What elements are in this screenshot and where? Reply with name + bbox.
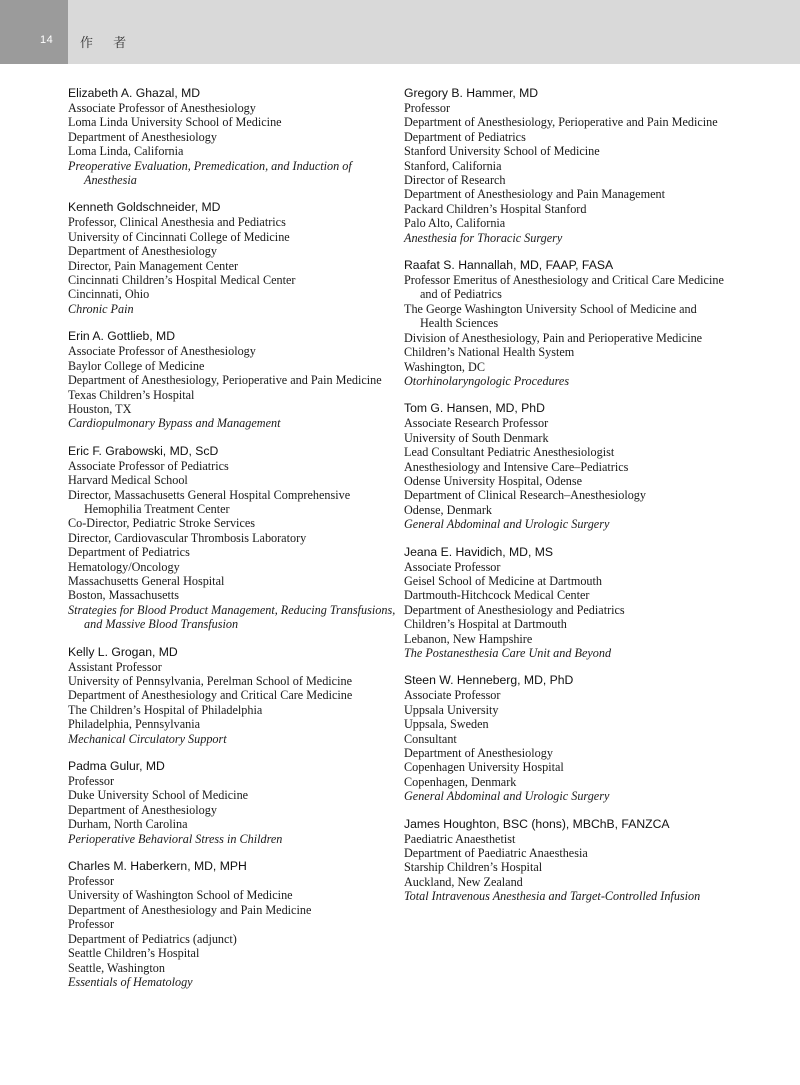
- chapter-title: Otorhinolaryngologic Procedures: [404, 373, 570, 388]
- affiliation-line: Loma Linda University School of Medicine: [68, 115, 282, 130]
- contributor-entry: [404, 817, 724, 904]
- affiliation-line: University of Pennsylvania, Perelman School of Medicine: [68, 674, 352, 688]
- contributor-entry: [404, 258, 724, 388]
- contributor-entry: [404, 545, 724, 661]
- contributor-entry: [404, 86, 724, 245]
- affiliation-line: Professor: [68, 774, 115, 789]
- affiliation-line: Dartmouth-Hitchcock Medical Center: [404, 588, 590, 603]
- affiliation-line: Professor, Clinical Anesthesia and Pediatrics: [68, 215, 286, 230]
- affiliation-line: Department of Anesthesiology and Critical Care Medicine: [68, 688, 353, 703]
- contributor-entry: [68, 86, 398, 187]
- affiliation-line: University of South Denmark: [404, 430, 549, 445]
- affiliation-line: Lebanon, New Hampshire: [404, 631, 533, 646]
- affiliation-line: Baylor College of Medicine: [68, 358, 205, 373]
- chapter-title: The Postanesthesia Care Unit and Beyond: [404, 646, 612, 660]
- contributor-entry: [68, 200, 398, 316]
- affiliation-line: Houston, TX: [68, 401, 132, 416]
- page-header: [0, 0, 800, 64]
- affiliation-line: Odense, Denmark: [404, 502, 492, 517]
- affiliation-line: Seattle Children’s Hospital: [68, 946, 200, 961]
- affiliation-line: Durham, North Carolina: [68, 817, 188, 832]
- affiliation-line: Cincinnati Children’s Hospital Medical Center: [68, 273, 296, 288]
- affiliation-line: Department of Anesthesiology: [68, 802, 217, 817]
- affiliation-line: Auckland, New Zealand: [404, 874, 523, 889]
- contributor-name: Tom G. Hansen, MD, PhD: [404, 401, 545, 416]
- chapter-title: Preoperative Evaluation, Premedication, and Induction of Anesthesia: [68, 158, 352, 188]
- chapter-title: Anesthesia for Thoracic Surgery: [404, 230, 563, 245]
- page-number: 14: [40, 34, 54, 46]
- contributor-entry: [68, 859, 398, 989]
- contributor-entry: [404, 401, 724, 531]
- affiliation-line: Uppsala University: [404, 702, 499, 717]
- affiliation-line: Co-Director, Pediatric Stroke Services: [68, 516, 256, 531]
- affiliation-line: Department of Anesthesiology and Pain Management: [404, 187, 665, 202]
- affiliation-line: Director, Cardiovascular Thrombosis Laboratory: [68, 530, 307, 545]
- contributor-entry: [68, 759, 398, 846]
- chapter-title: General Abdominal and Urologic Surgery: [404, 517, 610, 532]
- affiliation-line: Loma Linda, California: [68, 144, 184, 159]
- affiliation-line: Department of Anesthesiology: [68, 244, 217, 259]
- affiliation-line: Duke University School of Medicine: [68, 788, 249, 803]
- page-number-tab: [0, 0, 68, 64]
- affiliation-line: Hematology/Oncology: [68, 559, 180, 574]
- contributor-entry: [68, 444, 398, 632]
- affiliation-line: Associate Professor of Pediatrics: [68, 458, 229, 473]
- affiliation-line: Associate Professor of Anesthesiology: [68, 101, 256, 115]
- chapter-title: Essentials of Hematology: [68, 974, 193, 989]
- contributor-name: Elizabeth A. Ghazal, MD: [68, 86, 201, 100]
- chapter-title: General Abdominal and Urologic Surgery: [404, 789, 610, 804]
- affiliation-line: Department of Anesthesiology: [404, 746, 553, 761]
- affiliation-line: Children’s Hospital at Dartmouth: [404, 617, 567, 632]
- affiliation-line: Assistant Professor: [68, 659, 162, 674]
- left-column: [68, 86, 398, 1002]
- contributor-name: Steen W. Henneberg, MD, PhD: [404, 673, 574, 688]
- affiliation-line: Harvard Medical School: [68, 473, 188, 488]
- chapter-title: Cardiopulmonary Bypass and Management: [68, 416, 281, 431]
- affiliation-line: Anesthesiology and Intensive Care–Pediatrics: [404, 459, 629, 474]
- contributor-name: Kelly L. Grogan, MD: [68, 644, 178, 659]
- affiliation-line: Department of Pediatrics (adjunct): [68, 931, 237, 946]
- chapter-title: Total Intravenous Anesthesia and Target-Controlled Infusion: [404, 889, 701, 904]
- contributor-name: Gregory B. Hammer, MD: [404, 86, 539, 100]
- affiliation-line: The Children’s Hospital of Philadelphia: [68, 702, 263, 717]
- affiliation-line: Philadelphia, Pennsylvania: [68, 717, 201, 732]
- contributor-name: Raafat S. Hannallah, MD, FAAP, FASA: [404, 258, 614, 273]
- affiliation-line: Packard Children’s Hospital Stanford: [404, 201, 587, 216]
- contributor-name: Charles M. Haberkern, MD, MPH: [68, 859, 247, 874]
- affiliation-line: Director, Massachusetts General Hospital Comprehensive Hemophilia Treatment Center: [68, 487, 351, 516]
- affiliation-line: Geisel School of Medicine at Dartmouth: [404, 573, 602, 588]
- chapter-title: Mechanical Circulatory Support: [68, 731, 227, 746]
- contributor-name: James Houghton, BSC (hons), MBChB, FANZCA: [404, 816, 670, 831]
- affiliation-line: Stanford University School of Medicine: [404, 144, 600, 159]
- affiliation-line: Department of Anesthesiology, Perioperative and Pain Medicine: [404, 115, 718, 130]
- contributor-name: Eric F. Grabowski, MD, ScD: [68, 443, 219, 458]
- affiliation-line: Texas Children’s Hospital: [68, 387, 195, 402]
- affiliation-line: Associate Professor: [404, 688, 501, 703]
- affiliation-line: Associate Professor of Anesthesiology: [68, 344, 256, 359]
- affiliation-line: University of Washington School of Medicine: [68, 888, 293, 903]
- affiliation-line: Professor: [68, 874, 115, 889]
- affiliation-line: Copenhagen University Hospital: [404, 760, 564, 775]
- affiliation-line: Washington, DC: [404, 359, 485, 374]
- affiliation-line: Odense University Hospital, Odense: [404, 473, 583, 488]
- affiliation-line: Boston, Massachusetts: [68, 588, 180, 603]
- affiliation-line: Massachusetts General Hospital: [68, 573, 225, 588]
- affiliation-line: Department of Anesthesiology and Pediatrics: [404, 602, 625, 617]
- affiliation-line: Department of Clinical Research–Anesthesiology: [404, 488, 646, 503]
- affiliation-line: Consultant: [404, 731, 457, 746]
- affiliation-line: Director of Research: [404, 173, 506, 188]
- affiliation-line: Seattle, Washington: [68, 960, 165, 975]
- running-head: 作 者: [80, 36, 135, 51]
- affiliation-line: Palo Alto, California: [404, 216, 506, 231]
- contributor-entry: [404, 673, 724, 803]
- affiliation-line: Cincinnati, Ohio: [68, 287, 150, 302]
- chapter-title: Strategies for Blood Product Management, Reducing Transfusions, and Massive Blood Transfusion: [68, 602, 396, 632]
- affiliation-line: Department of Pediatrics: [68, 545, 190, 560]
- right-column: [404, 86, 724, 917]
- affiliation-line: Professor: [68, 917, 115, 932]
- affiliation-line: Division of Anesthesiology, Pain and Perioperative Medicine: [404, 330, 703, 345]
- affiliation-line: Department of Anesthesiology, Perioperative and Pain Medicine: [68, 373, 382, 388]
- affiliation-line: Department of Pediatrics: [404, 129, 526, 144]
- contributor-name: Kenneth Goldschneider, MD: [68, 200, 221, 215]
- contributor-entry: [68, 645, 398, 746]
- affiliation-line: University of Cincinnati College of Medicine: [68, 229, 290, 244]
- affiliation-line: Department of Anesthesiology and Pain Medicine: [68, 902, 312, 917]
- affiliation-line: Director, Pain Management Center: [68, 258, 239, 273]
- affiliation-line: The George Washington University School of Medicine and Health Sciences: [404, 301, 697, 331]
- affiliation-line: Uppsala, Sweden: [404, 717, 489, 732]
- affiliation-line: Children’s National Health System: [404, 345, 575, 360]
- affiliation-line: Associate Research Professor: [404, 416, 549, 431]
- affiliation-line: Copenhagen, Denmark: [404, 774, 517, 789]
- affiliation-line: Associate Professor: [404, 559, 501, 574]
- affiliation-line: Professor: [404, 101, 451, 115]
- affiliation-line: Lead Consultant Pediatric Anesthesiologist: [404, 445, 615, 460]
- contributor-name: Padma Gulur, MD: [68, 759, 165, 774]
- affiliation-line: Paediatric Anaesthetist: [404, 831, 516, 846]
- affiliation-line: Stanford, California: [404, 158, 502, 173]
- contributor-name: Erin A. Gottlieb, MD: [68, 329, 176, 344]
- affiliation-line: Department of Anesthesiology: [68, 129, 217, 144]
- affiliation-line: Professor Emeritus of Anesthesiology and Critical Care Medicine and of Pediatrics: [404, 273, 724, 302]
- affiliation-line: Starship Children’s Hospital: [404, 860, 543, 875]
- chapter-title: Chronic Pain: [68, 301, 134, 316]
- contributor-entry: [68, 329, 398, 430]
- chapter-title: Perioperative Behavioral Stress in Children: [68, 831, 283, 846]
- contributor-name: Jeana E. Havidich, MD, MS: [404, 544, 554, 559]
- affiliation-line: Department of Paediatric Anaesthesia: [404, 846, 588, 861]
